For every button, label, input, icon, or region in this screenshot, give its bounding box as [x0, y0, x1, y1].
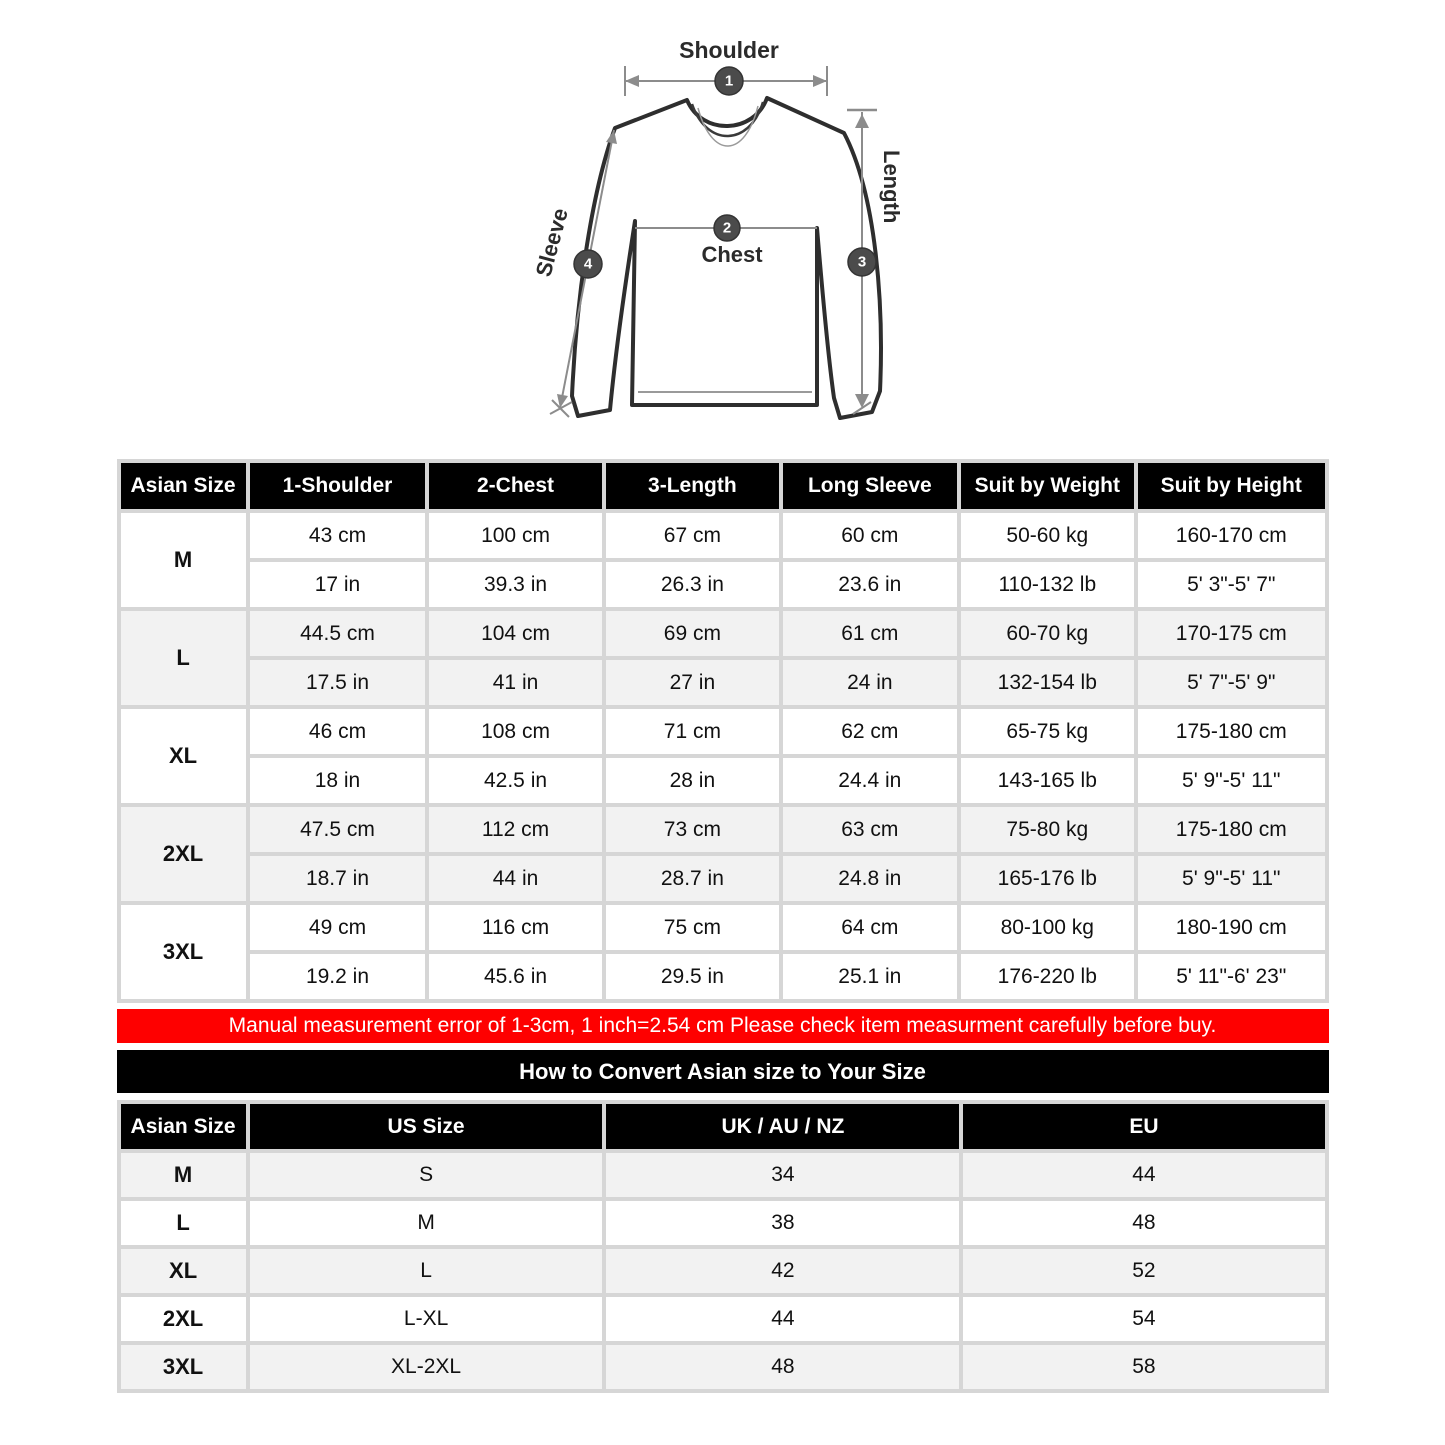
marker-1: 1	[724, 72, 733, 90]
value-cell: 48	[963, 1201, 1324, 1245]
value-cell: 54	[963, 1297, 1324, 1341]
size-cell: L	[121, 1201, 246, 1245]
value-cell: S	[250, 1153, 603, 1197]
value-cell: 165-176 lb	[961, 856, 1134, 901]
sleeve-label: Sleeve	[530, 205, 573, 280]
size-cell: XL	[121, 1249, 246, 1293]
value-cell: 43 cm	[250, 513, 426, 558]
value-cell: 24.8 in	[783, 856, 956, 901]
value-cell: 170-175 cm	[1138, 611, 1324, 656]
value-cell: 62 cm	[783, 709, 956, 754]
value-cell: 5' 9"-5' 11"	[1138, 856, 1324, 901]
value-cell: 24.4 in	[783, 758, 956, 803]
value-cell: 48	[606, 1345, 959, 1389]
value-cell: 61 cm	[783, 611, 956, 656]
header-suit-by-height: Suit by Height	[1138, 463, 1324, 509]
shoulder-label: Shoulder	[678, 37, 779, 63]
marker-4: 4	[583, 255, 592, 273]
value-cell: 67 cm	[606, 513, 779, 558]
value-cell: 64 cm	[783, 905, 956, 950]
header-asian-size: Asian Size	[121, 1104, 246, 1149]
size-chart-page	[117, 0, 1329, 1393]
value-cell: 18 in	[250, 758, 426, 803]
value-cell: 42.5 in	[429, 758, 601, 803]
value-cell: 29.5 in	[606, 954, 779, 999]
value-cell: L	[250, 1249, 603, 1293]
table-row	[121, 1297, 1325, 1341]
table-row	[121, 709, 1325, 754]
value-cell: 49 cm	[250, 905, 426, 950]
value-cell: 75-80 kg	[961, 807, 1134, 852]
size-cell: M	[121, 1153, 246, 1197]
table-row	[121, 856, 1325, 901]
value-cell: L-XL	[250, 1297, 603, 1341]
table-row	[121, 513, 1325, 558]
value-cell: 65-75 kg	[961, 709, 1134, 754]
table-row	[121, 758, 1325, 803]
size-cell: XL	[121, 709, 246, 803]
table-row	[121, 660, 1325, 705]
value-cell: 17 in	[250, 562, 426, 607]
value-cell: 80-100 kg	[961, 905, 1134, 950]
value-cell: M	[250, 1201, 603, 1245]
value-cell: 24 in	[783, 660, 956, 705]
header-suit-by-weight: Suit by Weight	[961, 463, 1134, 509]
header-shoulder: 1-Shoulder	[250, 463, 426, 509]
value-cell: 28.7 in	[606, 856, 779, 901]
size-cell: 3XL	[121, 905, 246, 999]
value-cell: 41 in	[429, 660, 601, 705]
size-cell: M	[121, 513, 246, 607]
size-table	[117, 459, 1329, 1003]
convert-title-banner: How to Convert Asian size to Your Size	[117, 1050, 1329, 1093]
table-row	[121, 954, 1325, 999]
value-cell: 69 cm	[606, 611, 779, 656]
value-cell: 63 cm	[783, 807, 956, 852]
length-arrow-top	[855, 114, 869, 128]
value-cell: 73 cm	[606, 807, 779, 852]
measurement-notice-banner: Manual measurement error of 1-3cm, 1 inch=2.54 cm Please check item measurment carefully before buy.	[117, 1009, 1329, 1043]
table-row	[121, 611, 1325, 656]
value-cell: 175-180 cm	[1138, 709, 1324, 754]
value-cell: 5' 11"-6' 23"	[1138, 954, 1324, 999]
convert-header-row	[121, 1104, 1325, 1149]
value-cell: 108 cm	[429, 709, 601, 754]
value-cell: 100 cm	[429, 513, 601, 558]
value-cell: 38	[606, 1201, 959, 1245]
value-cell: 175-180 cm	[1138, 807, 1324, 852]
header-asian-size: Asian Size	[121, 463, 246, 509]
measurement-diagram	[522, 26, 954, 450]
header-us-size: US Size	[250, 1104, 603, 1149]
value-cell: 104 cm	[429, 611, 601, 656]
size-cell: 2XL	[121, 1297, 246, 1341]
table-row	[121, 1249, 1325, 1293]
header-uk-au-nz: UK / AU / NZ	[606, 1104, 959, 1149]
value-cell: 5' 3"-5' 7"	[1138, 562, 1324, 607]
value-cell: 46 cm	[250, 709, 426, 754]
table-row	[121, 905, 1325, 950]
convert-table	[117, 1100, 1329, 1393]
value-cell: 52	[963, 1249, 1324, 1293]
header-long-sleeve: Long Sleeve	[783, 463, 956, 509]
chest-label: Chest	[700, 242, 763, 267]
value-cell: 180-190 cm	[1138, 905, 1324, 950]
shoulder-arrow-right	[813, 75, 827, 87]
value-cell: 44	[963, 1153, 1324, 1197]
value-cell: 110-132 lb	[961, 562, 1134, 607]
table-row	[121, 807, 1325, 852]
value-cell: 50-60 kg	[961, 513, 1134, 558]
value-cell: 71 cm	[606, 709, 779, 754]
value-cell: 132-154 lb	[961, 660, 1134, 705]
value-cell: 44	[606, 1297, 959, 1341]
table-row	[121, 1201, 1325, 1245]
value-cell: 47.5 cm	[250, 807, 426, 852]
value-cell: 34	[606, 1153, 959, 1197]
value-cell: 75 cm	[606, 905, 779, 950]
value-cell: 58	[963, 1345, 1324, 1389]
length-label: Length	[878, 150, 904, 224]
value-cell: 112 cm	[429, 807, 601, 852]
marker-2: 2	[722, 219, 731, 237]
value-cell: 160-170 cm	[1138, 513, 1324, 558]
value-cell: 23.6 in	[783, 562, 956, 607]
value-cell: 42	[606, 1249, 959, 1293]
value-cell: 5' 7"-5' 9"	[1138, 660, 1324, 705]
table-row	[121, 1345, 1325, 1389]
value-cell: 19.2 in	[250, 954, 426, 999]
size-cell: 2XL	[121, 807, 246, 901]
size-cell: L	[121, 611, 246, 705]
value-cell: 44.5 cm	[250, 611, 426, 656]
value-cell: 27 in	[606, 660, 779, 705]
value-cell: 5' 9"-5' 11"	[1138, 758, 1324, 803]
value-cell: 60-70 kg	[961, 611, 1134, 656]
size-table-header-row	[121, 463, 1325, 509]
value-cell: 26.3 in	[606, 562, 779, 607]
value-cell: 60 cm	[783, 513, 956, 558]
value-cell: 17.5 in	[250, 660, 426, 705]
header-eu: EU	[963, 1104, 1324, 1149]
value-cell: 44 in	[429, 856, 601, 901]
size-cell: 3XL	[121, 1345, 246, 1389]
value-cell: 39.3 in	[429, 562, 601, 607]
table-row	[121, 562, 1325, 607]
value-cell: 28 in	[606, 758, 779, 803]
header-chest: 2-Chest	[429, 463, 601, 509]
value-cell: XL-2XL	[250, 1345, 603, 1389]
value-cell: 25.1 in	[783, 954, 956, 999]
value-cell: 45.6 in	[429, 954, 601, 999]
value-cell: 176-220 lb	[961, 954, 1134, 999]
value-cell: 116 cm	[429, 905, 601, 950]
marker-3: 3	[857, 253, 866, 271]
table-row	[121, 1153, 1325, 1197]
header-length: 3-Length	[606, 463, 779, 509]
value-cell: 143-165 lb	[961, 758, 1134, 803]
shoulder-arrow-left	[625, 75, 639, 87]
value-cell: 18.7 in	[250, 856, 426, 901]
